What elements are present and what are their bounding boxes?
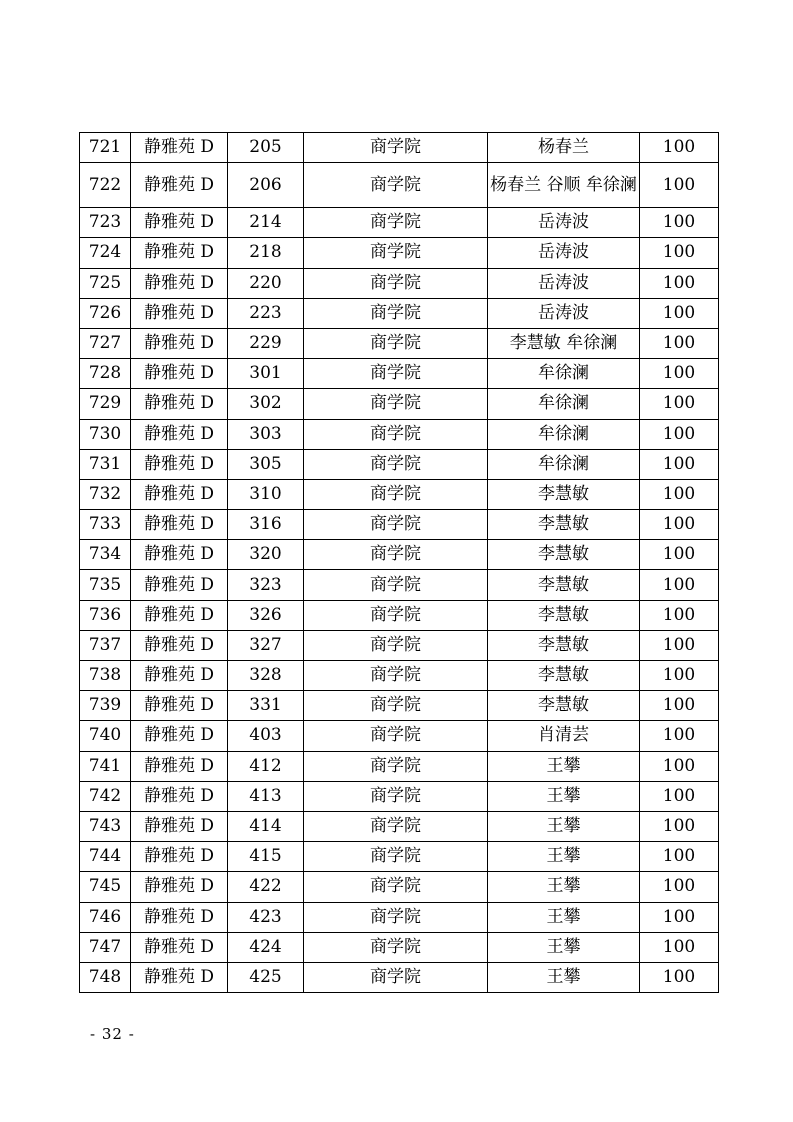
score-cell: 100	[640, 691, 719, 721]
building-cell: 静雅苑 D	[131, 328, 228, 358]
score-cell: 100	[640, 268, 719, 298]
college-cell: 商学院	[304, 540, 488, 570]
room-cell: 403	[228, 721, 304, 751]
row-number-cell: 721	[80, 133, 131, 163]
row-number-cell: 747	[80, 932, 131, 962]
building-cell: 静雅苑 D	[131, 842, 228, 872]
table-row	[80, 328, 719, 358]
room-cell: 302	[228, 389, 304, 419]
row-number-cell: 740	[80, 721, 131, 751]
names-cell: 岳涛波	[488, 298, 640, 328]
row-number-cell: 733	[80, 510, 131, 540]
college-cell: 商学院	[304, 902, 488, 932]
room-cell: 425	[228, 962, 304, 992]
score-cell: 100	[640, 751, 719, 781]
table-row	[80, 133, 719, 163]
room-cell: 327	[228, 630, 304, 660]
names-cell: 李慧敏	[488, 540, 640, 570]
score-cell: 100	[640, 962, 719, 992]
building-cell: 静雅苑 D	[131, 781, 228, 811]
room-cell: 423	[228, 902, 304, 932]
row-number-cell: 739	[80, 691, 131, 721]
college-cell: 商学院	[304, 298, 488, 328]
building-cell: 静雅苑 D	[131, 570, 228, 600]
table-row	[80, 721, 719, 751]
building-cell: 静雅苑 D	[131, 902, 228, 932]
score-cell: 100	[640, 630, 719, 660]
room-cell: 331	[228, 691, 304, 721]
row-number-cell: 741	[80, 751, 131, 781]
college-cell: 商学院	[304, 570, 488, 600]
college-cell: 商学院	[304, 328, 488, 358]
building-cell: 静雅苑 D	[131, 691, 228, 721]
building-cell: 静雅苑 D	[131, 479, 228, 509]
table-row	[80, 268, 719, 298]
table-row	[80, 630, 719, 660]
names-cell: 王攀	[488, 872, 640, 902]
college-cell: 商学院	[304, 449, 488, 479]
score-cell: 100	[640, 419, 719, 449]
room-cell: 326	[228, 600, 304, 630]
names-cell: 牟徐澜	[488, 389, 640, 419]
row-number-cell: 723	[80, 208, 131, 238]
table-row	[80, 479, 719, 509]
room-cell: 328	[228, 661, 304, 691]
building-cell: 静雅苑 D	[131, 721, 228, 751]
names-cell: 杨春兰 谷顺 牟徐澜	[488, 163, 640, 208]
building-cell: 静雅苑 D	[131, 962, 228, 992]
score-cell: 100	[640, 298, 719, 328]
names-cell: 王攀	[488, 962, 640, 992]
building-cell: 静雅苑 D	[131, 811, 228, 841]
row-number-cell: 728	[80, 359, 131, 389]
row-number-cell: 725	[80, 268, 131, 298]
table-row	[80, 510, 719, 540]
building-cell: 静雅苑 D	[131, 359, 228, 389]
score-cell: 100	[640, 932, 719, 962]
college-cell: 商学院	[304, 721, 488, 751]
college-cell: 商学院	[304, 600, 488, 630]
score-cell: 100	[640, 510, 719, 540]
table-row	[80, 570, 719, 600]
names-cell: 王攀	[488, 811, 640, 841]
row-number-cell: 729	[80, 389, 131, 419]
room-cell: 320	[228, 540, 304, 570]
room-cell: 414	[228, 811, 304, 841]
score-cell: 100	[640, 540, 719, 570]
table-row	[80, 691, 719, 721]
college-cell: 商学院	[304, 781, 488, 811]
table-row	[80, 781, 719, 811]
score-cell: 100	[640, 449, 719, 479]
building-cell: 静雅苑 D	[131, 872, 228, 902]
room-cell: 303	[228, 419, 304, 449]
college-cell: 商学院	[304, 238, 488, 268]
names-cell: 王攀	[488, 751, 640, 781]
table-row	[80, 902, 719, 932]
score-cell: 100	[640, 600, 719, 630]
names-cell: 牟徐澜	[488, 359, 640, 389]
room-cell: 422	[228, 872, 304, 902]
table-row	[80, 872, 719, 902]
table-row	[80, 449, 719, 479]
room-cell: 220	[228, 268, 304, 298]
table-row	[80, 238, 719, 268]
building-cell: 静雅苑 D	[131, 419, 228, 449]
college-cell: 商学院	[304, 691, 488, 721]
building-cell: 静雅苑 D	[131, 163, 228, 208]
college-cell: 商学院	[304, 479, 488, 509]
room-cell: 415	[228, 842, 304, 872]
row-number-cell: 748	[80, 962, 131, 992]
row-number-cell: 732	[80, 479, 131, 509]
row-number-cell: 727	[80, 328, 131, 358]
building-cell: 静雅苑 D	[131, 238, 228, 268]
room-cell: 412	[228, 751, 304, 781]
table-row	[80, 298, 719, 328]
room-cell: 223	[228, 298, 304, 328]
names-cell: 李慧敏	[488, 570, 640, 600]
names-cell: 牟徐澜	[488, 449, 640, 479]
names-cell: 岳涛波	[488, 208, 640, 238]
college-cell: 商学院	[304, 510, 488, 540]
score-cell: 100	[640, 389, 719, 419]
row-number-cell: 738	[80, 661, 131, 691]
room-cell: 206	[228, 163, 304, 208]
row-number-cell: 724	[80, 238, 131, 268]
table-row	[80, 811, 719, 841]
room-cell: 301	[228, 359, 304, 389]
names-cell: 王攀	[488, 842, 640, 872]
score-cell: 100	[640, 328, 719, 358]
score-cell: 100	[640, 842, 719, 872]
college-cell: 商学院	[304, 811, 488, 841]
score-cell: 100	[640, 570, 719, 600]
row-number-cell: 730	[80, 419, 131, 449]
table-row	[80, 208, 719, 238]
score-cell: 100	[640, 359, 719, 389]
names-cell: 李慧敏	[488, 600, 640, 630]
table-row	[80, 842, 719, 872]
college-cell: 商学院	[304, 630, 488, 660]
building-cell: 静雅苑 D	[131, 540, 228, 570]
row-number-cell: 744	[80, 842, 131, 872]
room-cell: 229	[228, 328, 304, 358]
score-cell: 100	[640, 163, 719, 208]
row-number-cell: 745	[80, 872, 131, 902]
table-row	[80, 932, 719, 962]
college-cell: 商学院	[304, 751, 488, 781]
college-cell: 商学院	[304, 268, 488, 298]
building-cell: 静雅苑 D	[131, 298, 228, 328]
score-cell: 100	[640, 661, 719, 691]
building-cell: 静雅苑 D	[131, 268, 228, 298]
names-cell: 王攀	[488, 781, 640, 811]
score-cell: 100	[640, 811, 719, 841]
college-cell: 商学院	[304, 661, 488, 691]
room-cell: 323	[228, 570, 304, 600]
table-row	[80, 359, 719, 389]
names-cell: 杨春兰	[488, 133, 640, 163]
names-cell: 李慧敏	[488, 661, 640, 691]
row-number-cell: 722	[80, 163, 131, 208]
score-cell: 100	[640, 721, 719, 751]
names-cell: 岳涛波	[488, 268, 640, 298]
building-cell: 静雅苑 D	[131, 510, 228, 540]
names-cell: 肖清芸	[488, 721, 640, 751]
table-row	[80, 389, 719, 419]
score-cell: 100	[640, 902, 719, 932]
row-number-cell: 736	[80, 600, 131, 630]
college-cell: 商学院	[304, 962, 488, 992]
college-cell: 商学院	[304, 389, 488, 419]
row-number-cell: 737	[80, 630, 131, 660]
building-cell: 静雅苑 D	[131, 389, 228, 419]
table-row	[80, 661, 719, 691]
room-cell: 424	[228, 932, 304, 962]
building-cell: 静雅苑 D	[131, 751, 228, 781]
college-cell: 商学院	[304, 842, 488, 872]
room-cell: 205	[228, 133, 304, 163]
building-cell: 静雅苑 D	[131, 630, 228, 660]
score-cell: 100	[640, 133, 719, 163]
names-cell: 王攀	[488, 902, 640, 932]
table-row	[80, 962, 719, 992]
room-cell: 214	[228, 208, 304, 238]
page-number: - 32 -	[90, 1025, 135, 1043]
row-number-cell: 746	[80, 902, 131, 932]
college-cell: 商学院	[304, 419, 488, 449]
college-cell: 商学院	[304, 163, 488, 208]
college-cell: 商学院	[304, 872, 488, 902]
dormitory-table	[79, 132, 719, 993]
room-cell: 218	[228, 238, 304, 268]
names-cell: 李慧敏	[488, 630, 640, 660]
row-number-cell: 735	[80, 570, 131, 600]
college-cell: 商学院	[304, 133, 488, 163]
college-cell: 商学院	[304, 932, 488, 962]
names-cell: 王攀	[488, 932, 640, 962]
names-cell: 李慧敏	[488, 479, 640, 509]
names-cell: 岳涛波	[488, 238, 640, 268]
building-cell: 静雅苑 D	[131, 133, 228, 163]
names-cell: 牟徐澜	[488, 419, 640, 449]
building-cell: 静雅苑 D	[131, 208, 228, 238]
building-cell: 静雅苑 D	[131, 661, 228, 691]
college-cell: 商学院	[304, 359, 488, 389]
table-body	[80, 133, 719, 993]
room-cell: 310	[228, 479, 304, 509]
score-cell: 100	[640, 208, 719, 238]
score-cell: 100	[640, 781, 719, 811]
table-row	[80, 163, 719, 208]
row-number-cell: 731	[80, 449, 131, 479]
names-cell: 李慧敏	[488, 510, 640, 540]
table-row	[80, 751, 719, 781]
table-row	[80, 540, 719, 570]
score-cell: 100	[640, 479, 719, 509]
building-cell: 静雅苑 D	[131, 932, 228, 962]
room-cell: 305	[228, 449, 304, 479]
row-number-cell: 734	[80, 540, 131, 570]
row-number-cell: 743	[80, 811, 131, 841]
building-cell: 静雅苑 D	[131, 600, 228, 630]
names-cell: 李慧敏	[488, 691, 640, 721]
table-row	[80, 600, 719, 630]
college-cell: 商学院	[304, 208, 488, 238]
table-row	[80, 419, 719, 449]
score-cell: 100	[640, 238, 719, 268]
room-cell: 413	[228, 781, 304, 811]
row-number-cell: 742	[80, 781, 131, 811]
score-cell: 100	[640, 872, 719, 902]
row-number-cell: 726	[80, 298, 131, 328]
room-cell: 316	[228, 510, 304, 540]
building-cell: 静雅苑 D	[131, 449, 228, 479]
names-cell: 李慧敏 牟徐澜	[488, 328, 640, 358]
